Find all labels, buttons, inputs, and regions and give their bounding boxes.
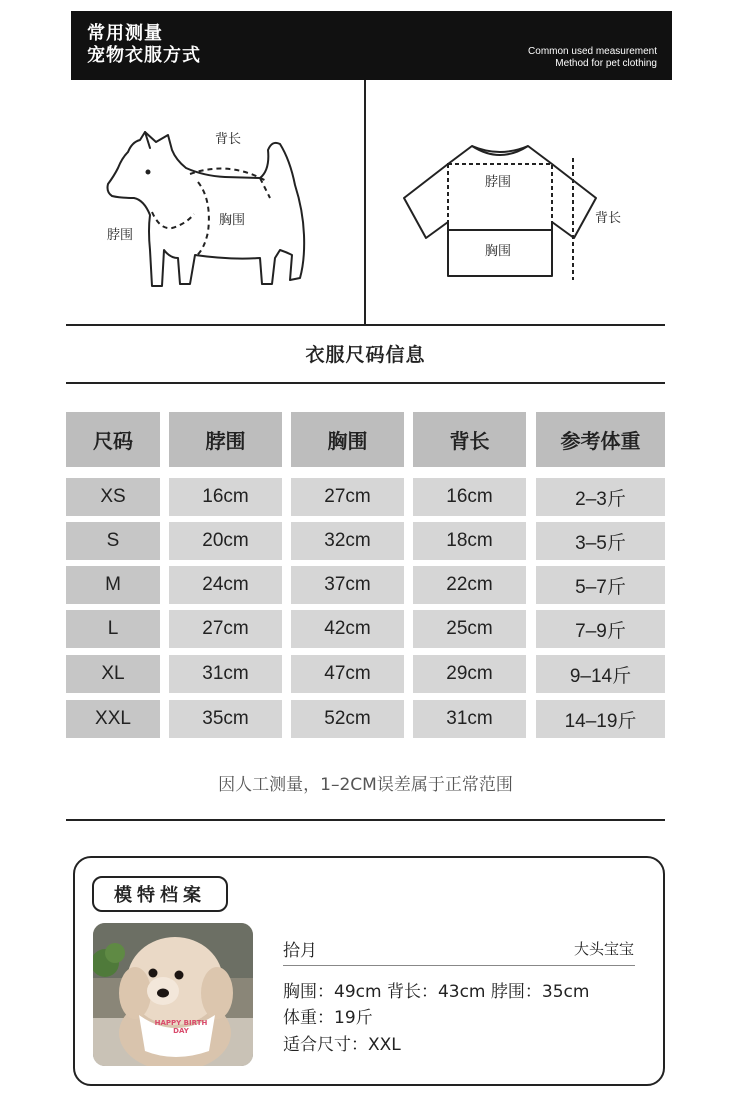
size-table-cell: 47cm (291, 655, 404, 693)
size-table-cell: 27cm (169, 610, 282, 648)
size-table-cell: 31cm (413, 700, 526, 738)
size-table-cell: 14–19斤 (536, 700, 665, 738)
dog-chest-label: 胸围 (219, 213, 246, 228)
dog-back-length-label: 背长 (215, 132, 242, 147)
size-table-cell: 42cm (291, 610, 404, 648)
header-subtitle (528, 46, 657, 70)
header-title-line1: 常用测量 (87, 23, 163, 44)
model-name-rule (283, 965, 635, 966)
dog-photo-illustration (93, 923, 253, 1066)
section-rule-bottom (66, 382, 665, 384)
size-table-size-cell: S (66, 522, 160, 560)
size-table-cell: 52cm (291, 700, 404, 738)
size-table-cell: 29cm (413, 655, 526, 693)
size-table-cell: 5–7斤 (536, 566, 665, 604)
model-stats-size: 适合尺寸：XXL (283, 1035, 401, 1055)
shirt-measurement-illustration (400, 140, 600, 285)
dog-measurement-illustration (100, 120, 320, 300)
size-table-cell: 16cm (169, 478, 282, 516)
model-name: 拾月 (283, 941, 317, 961)
size-table-cell: 32cm (291, 522, 404, 560)
header-subtitle-line1: Common used measurement (528, 46, 657, 57)
header-banner (71, 11, 672, 80)
size-table-size-cell: XL (66, 655, 160, 693)
size-table-cell: 27cm (291, 478, 404, 516)
size-table-cell: 9–14斤 (536, 655, 665, 693)
size-table-cell: 37cm (291, 566, 404, 604)
measurement-note: 因人工测量，1–2CM误差属于正常范围 (218, 775, 513, 795)
size-table-cell: 22cm (413, 566, 526, 604)
size-table-cell: 20cm (169, 522, 282, 560)
model-badge: 模特档案 (92, 876, 228, 912)
size-table-cell: 18cm (413, 522, 526, 560)
note-rule (66, 819, 665, 821)
size-table-size-cell: L (66, 610, 160, 648)
model-tag: 大头宝宝 (573, 940, 634, 958)
model-stats-measurements: 胸围：49cm 背长：43cm 脖围：35cm (283, 982, 590, 1002)
size-table-cell: 3–5斤 (536, 522, 665, 560)
header-title-line2: 宠物衣服方式 (87, 45, 201, 66)
size-table-header-cell: 背长 (413, 412, 526, 467)
size-table-cell: 24cm (169, 566, 282, 604)
shirt-back-length-label: 背长 (595, 211, 622, 226)
header-title (87, 23, 201, 67)
model-stats-weight: 体重：19斤 (283, 1008, 373, 1028)
size-table-cell: 7–9斤 (536, 610, 665, 648)
size-table-size-cell: XS (66, 478, 160, 516)
shirt-chest-label: 胸围 (485, 244, 512, 259)
size-table-header-cell: 参考体重 (536, 412, 665, 467)
size-table-header-cell: 胸围 (291, 412, 404, 467)
size-table-header-cell: 脖围 (169, 412, 282, 467)
size-table-cell: 31cm (169, 655, 282, 693)
size-table-size-cell: XXL (66, 700, 160, 738)
section-rule-top (66, 324, 665, 326)
size-table-cell: 35cm (169, 700, 282, 738)
size-table-cell: 2–3斤 (536, 478, 665, 516)
bib-text: HAPPY BIRTH DAY (154, 1019, 208, 1035)
size-table-cell: 16cm (413, 478, 526, 516)
size-table-header-cell: 尺码 (66, 412, 160, 467)
size-table-title: 衣服尺码信息 (305, 344, 426, 366)
size-table-size-cell: M (66, 566, 160, 604)
size-table-cell: 25cm (413, 610, 526, 648)
model-photo (93, 923, 253, 1066)
diagram-divider (364, 80, 366, 324)
header-subtitle-line2: Method for pet clothing (555, 58, 657, 69)
shirt-neck-label: 脖围 (485, 175, 512, 190)
dog-neck-label: 脖围 (107, 228, 134, 243)
